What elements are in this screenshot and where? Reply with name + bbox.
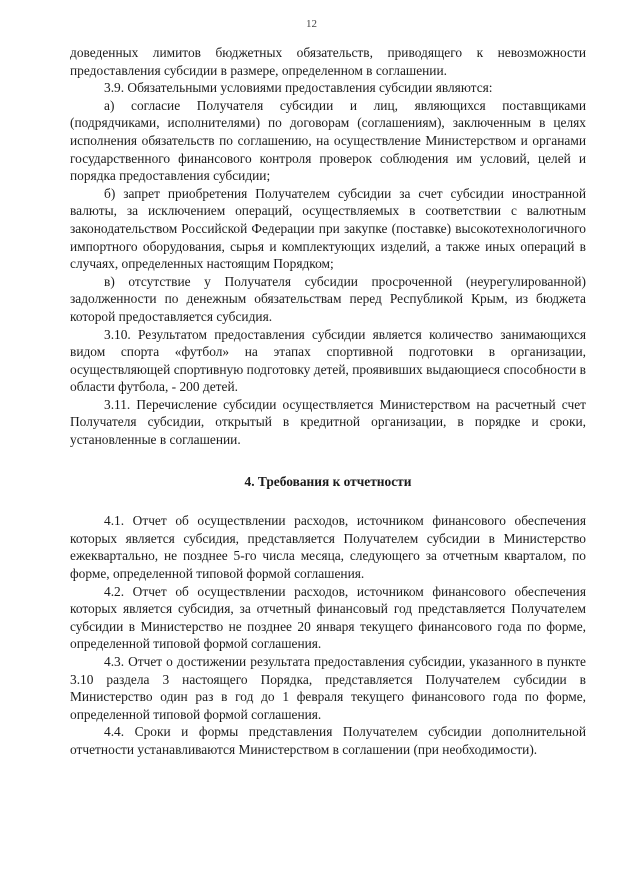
paragraph-continuation: доведенных лимитов бюджетных обязательств, приводящего к невозможности предоставления субсидии в размере, определенном в соглашении.	[70, 45, 586, 78]
section-heading: 4. Требования к отчетности	[244, 473, 412, 489]
paragraph-4-4: 4.4. Сроки и формы представления Получателем субсидии дополнительной отчетности устанавливаются Министерством в соглашении (при необходимости).	[70, 724, 586, 757]
page-number: 12	[306, 18, 317, 30]
paragraph-3-10: 3.10. Результатом предоставления субсидии является количество занимающихся видом спорта «футбол» на этапах спортивной подготовки в организации, осуществляющей спортивную подготовку детей, проявивших выдающиеся способности в области футбола, - 200 детей.	[70, 326, 586, 395]
paragraph-3-9-b: б) запрет приобретения Получателем субсидии за счет субсидии иностранной валюты, за исключением операций, осуществляемых в соответствии с валютным законодательством Российской Федерации при закупке (поставке) высокотехнологичного импортного оборудования, сырья и комплектующих изделий, а также иных операций в случаях, определенных настоящим Порядком;	[70, 185, 586, 272]
paragraph-3-11: 3.11. Перечисление субсидии осуществляется Министерством на расчетный счет Получателя субсидии, открытый в кредитной организации, в порядке и сроки, установленные в соглашении.	[70, 396, 586, 448]
document-body	[70, 44, 586, 759]
paragraph-4-3: 4.3. Отчет о достижении результата предоставления субсидии, указанного в пункте 3.10 раздела 3 настоящего Порядка, представляется Получателем субсидии в Министерство один раз в год до 1 февраля текущего финансового года по форме, определенной типовой формой соглашения.	[70, 654, 586, 722]
paragraph-3-9-a: а) согласие Получателя субсидии и лиц, являющихся поставщиками (подрядчиками, исполнителями) по договорам (соглашениям), заключенным в целях исполнения обязательств по соглашению, на осуществление Министерством и органами государственного финансового контроля проверок соблюдения им условий, целей и порядка предоставления субсидии;	[70, 97, 586, 184]
paragraph-4-2: 4.2. Отчет об осуществлении расходов, источником финансового обеспечения которых является субсидия, за отчетный финансовый год представляется Получателем субсидии в Министерство не позднее 20 января текущего финансового года по форме, определенной типовой формой соглашения.	[70, 583, 586, 652]
paragraph-4-1: 4.1. Отчет об осуществлении расходов, источником финансового обеспечения которых является субсидия, представляется Получателем субсидии в Министерство ежеквартально, не позднее 5-го числа месяца, следующего за отчетным кварталом, по форме, определенной типовой формой соглашения.	[70, 513, 586, 582]
paragraph-3-9: 3.9. Обязательными условиями предоставления субсидии являются:	[104, 80, 493, 96]
paragraph-3-9-v: в) отсутствие у Получателя субсидии просроченной (неурегулированной) задолженности по денежным обязательствам перед Республикой Крым, из бюджета которой предоставляется субсидия.	[70, 273, 586, 324]
